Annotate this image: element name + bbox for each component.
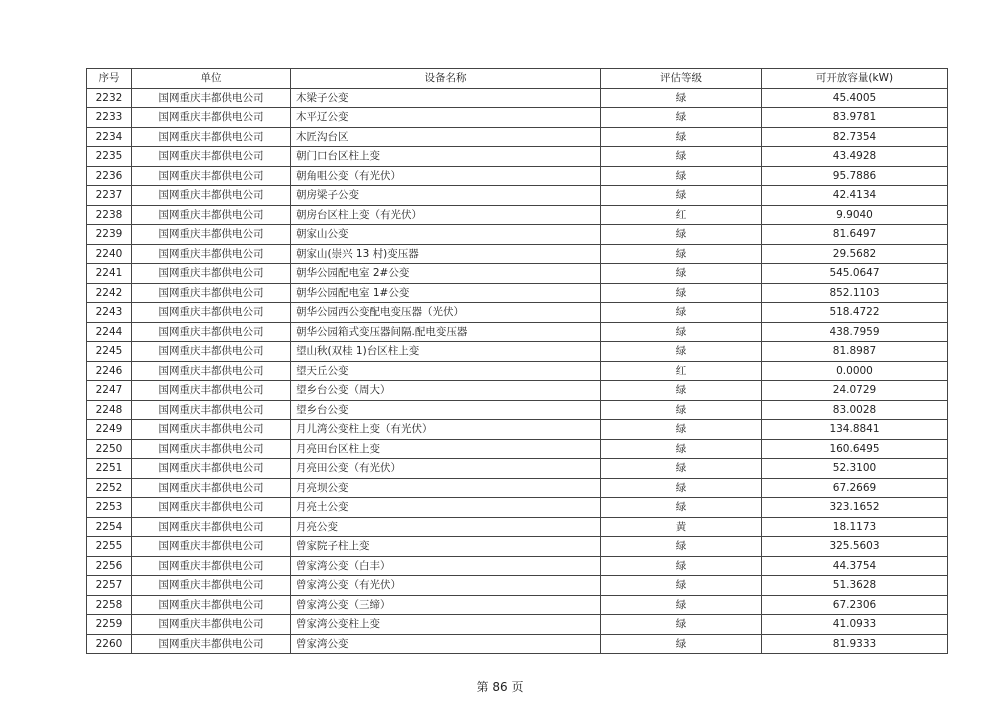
cell-device: 望乡台公变（周大） [291,381,601,401]
cell-grade: 绿 [601,595,762,615]
header-grade: 评估等级 [601,69,762,89]
cell-grade: 绿 [601,283,762,303]
cell-device: 月亮田台区柱上变 [291,439,601,459]
cell-grade: 绿 [601,186,762,206]
header-capacity: 可开放容量(kW) [762,69,948,89]
cell-no: 2247 [87,381,132,401]
cell-capacity: 9.9040 [762,205,948,225]
cell-no: 2254 [87,517,132,537]
cell-device: 朝房台区柱上变（有光伏） [291,205,601,225]
cell-no: 2253 [87,498,132,518]
cell-no: 2255 [87,537,132,557]
cell-device: 曾家湾公变柱上变 [291,615,601,635]
cell-unit: 国网重庆丰都供电公司 [132,361,291,381]
page-number: 第 86 页 [476,680,524,694]
table-row [87,420,948,440]
cell-device: 朝华公园西公变配电变压器（光伏） [291,303,601,323]
table-row [87,361,948,381]
cell-no: 2257 [87,576,132,596]
cell-capacity: 518.4722 [762,303,948,323]
cell-unit: 国网重庆丰都供电公司 [132,498,291,518]
cell-unit: 国网重庆丰都供电公司 [132,127,291,147]
cell-unit: 国网重庆丰都供电公司 [132,264,291,284]
table-row [87,225,948,245]
cell-device: 月亮公变 [291,517,601,537]
cell-capacity: 81.6497 [762,225,948,245]
header-no: 序号 [87,69,132,89]
cell-device: 朝房梁子公变 [291,186,601,206]
cell-device: 朝华公园配电室 1#公变 [291,283,601,303]
cell-grade: 黄 [601,517,762,537]
cell-capacity: 545.0647 [762,264,948,284]
cell-grade: 红 [601,361,762,381]
cell-capacity: 67.2306 [762,595,948,615]
cell-no: 2246 [87,361,132,381]
cell-no: 2242 [87,283,132,303]
table-row [87,439,948,459]
cell-capacity: 51.3628 [762,576,948,596]
cell-unit: 国网重庆丰都供电公司 [132,225,291,245]
cell-capacity: 24.0729 [762,381,948,401]
table-row [87,283,948,303]
cell-unit: 国网重庆丰都供电公司 [132,244,291,264]
cell-grade: 绿 [601,478,762,498]
cell-no: 2251 [87,459,132,479]
cell-device: 朝角咀公变（有光伏） [291,166,601,186]
cell-capacity: 438.7959 [762,322,948,342]
cell-capacity: 82.7354 [762,127,948,147]
cell-no: 2260 [87,634,132,654]
table-row [87,88,948,108]
cell-capacity: 41.0933 [762,615,948,635]
table-row [87,166,948,186]
table-row [87,147,948,167]
cell-grade: 绿 [601,420,762,440]
cell-capacity: 83.0028 [762,400,948,420]
cell-no: 2259 [87,615,132,635]
cell-capacity: 852.1103 [762,283,948,303]
cell-capacity: 42.4134 [762,186,948,206]
cell-no: 2250 [87,439,132,459]
cell-unit: 国网重庆丰都供电公司 [132,537,291,557]
cell-grade: 绿 [601,322,762,342]
table-row [87,517,948,537]
cell-device: 月儿湾公变柱上变（有光伏） [291,420,601,440]
cell-grade: 绿 [601,537,762,557]
cell-no: 2256 [87,556,132,576]
table-row [87,108,948,128]
cell-grade: 绿 [601,634,762,654]
cell-grade: 绿 [601,459,762,479]
cell-unit: 国网重庆丰都供电公司 [132,517,291,537]
table-row [87,556,948,576]
cell-device: 木平辽公变 [291,108,601,128]
cell-no: 2234 [87,127,132,147]
cell-unit: 国网重庆丰都供电公司 [132,576,291,596]
cell-device: 曾家院子柱上变 [291,537,601,557]
cell-capacity: 81.9333 [762,634,948,654]
table-row [87,127,948,147]
cell-device: 望山秋(双桂 1)台区柱上变 [291,342,601,362]
cell-capacity: 323.1652 [762,498,948,518]
table-row [87,576,948,596]
cell-capacity: 134.8841 [762,420,948,440]
cell-grade: 绿 [601,244,762,264]
cell-no: 2245 [87,342,132,362]
table-row [87,205,948,225]
cell-device: 曾家湾公变 [291,634,601,654]
cell-capacity: 29.5682 [762,244,948,264]
cell-unit: 国网重庆丰都供电公司 [132,420,291,440]
cell-grade: 绿 [601,264,762,284]
cell-unit: 国网重庆丰都供电公司 [132,439,291,459]
cell-grade: 绿 [601,108,762,128]
cell-capacity: 0.0000 [762,361,948,381]
cell-capacity: 95.7886 [762,166,948,186]
cell-device: 月亮土公变 [291,498,601,518]
cell-unit: 国网重庆丰都供电公司 [132,634,291,654]
cell-capacity: 18.1173 [762,517,948,537]
cell-device: 木梁子公变 [291,88,601,108]
cell-no: 2238 [87,205,132,225]
cell-grade: 绿 [601,166,762,186]
cell-unit: 国网重庆丰都供电公司 [132,459,291,479]
table-header-row [87,69,948,89]
cell-no: 2243 [87,303,132,323]
header-unit: 单位 [132,69,291,89]
cell-device: 月亮坝公变 [291,478,601,498]
table-row [87,459,948,479]
cell-grade: 绿 [601,439,762,459]
cell-capacity: 44.3754 [762,556,948,576]
cell-grade: 绿 [601,576,762,596]
table-row [87,322,948,342]
cell-capacity: 325.5603 [762,537,948,557]
cell-capacity: 83.9781 [762,108,948,128]
cell-grade: 绿 [601,88,762,108]
cell-grade: 绿 [601,147,762,167]
cell-capacity: 43.4928 [762,147,948,167]
cell-grade: 红 [601,205,762,225]
cell-no: 2249 [87,420,132,440]
cell-unit: 国网重庆丰都供电公司 [132,186,291,206]
table-row [87,634,948,654]
cell-grade: 绿 [601,225,762,245]
cell-capacity: 45.4005 [762,88,948,108]
cell-no: 2244 [87,322,132,342]
cell-unit: 国网重庆丰都供电公司 [132,283,291,303]
cell-unit: 国网重庆丰都供电公司 [132,205,291,225]
cell-unit: 国网重庆丰都供电公司 [132,303,291,323]
header-device: 设备名称 [291,69,601,89]
cell-device: 朝家山公变 [291,225,601,245]
cell-device: 朝家山(崇兴 13 村)变压器 [291,244,601,264]
cell-unit: 国网重庆丰都供电公司 [132,478,291,498]
cell-device: 曾家湾公变（有光伏） [291,576,601,596]
cell-no: 2235 [87,147,132,167]
cell-unit: 国网重庆丰都供电公司 [132,595,291,615]
cell-capacity: 52.3100 [762,459,948,479]
cell-grade: 绿 [601,342,762,362]
cell-unit: 国网重庆丰都供电公司 [132,381,291,401]
table-row [87,615,948,635]
cell-grade: 绿 [601,381,762,401]
cell-unit: 国网重庆丰都供电公司 [132,342,291,362]
cell-no: 2252 [87,478,132,498]
table-row [87,303,948,323]
cell-capacity: 160.6495 [762,439,948,459]
table-row [87,537,948,557]
cell-no: 2236 [87,166,132,186]
cell-no: 2240 [87,244,132,264]
table-row [87,478,948,498]
cell-device: 曾家湾公变（白丰） [291,556,601,576]
capacity-table [86,68,948,654]
cell-no: 2241 [87,264,132,284]
cell-grade: 绿 [601,303,762,323]
cell-unit: 国网重庆丰都供电公司 [132,147,291,167]
table-row [87,342,948,362]
cell-grade: 绿 [601,556,762,576]
cell-device: 月亮田公变（有光伏） [291,459,601,479]
cell-unit: 国网重庆丰都供电公司 [132,166,291,186]
table-row [87,381,948,401]
cell-unit: 国网重庆丰都供电公司 [132,556,291,576]
cell-no: 2237 [87,186,132,206]
cell-device: 朝华公园箱式变压器间隔.配电变压器 [291,322,601,342]
cell-device: 木匠沟台区 [291,127,601,147]
table-row [87,595,948,615]
table-row [87,400,948,420]
cell-unit: 国网重庆丰都供电公司 [132,108,291,128]
cell-no: 2258 [87,595,132,615]
cell-grade: 绿 [601,498,762,518]
cell-unit: 国网重庆丰都供电公司 [132,88,291,108]
cell-grade: 绿 [601,400,762,420]
table-row [87,244,948,264]
cell-capacity: 67.2669 [762,478,948,498]
cell-device: 望天丘公变 [291,361,601,381]
cell-device: 朝门口台区柱上变 [291,147,601,167]
cell-grade: 绿 [601,615,762,635]
cell-no: 2233 [87,108,132,128]
cell-device: 望乡台公变 [291,400,601,420]
cell-no: 2232 [87,88,132,108]
cell-grade: 绿 [601,127,762,147]
cell-device: 朝华公园配电室 2#公变 [291,264,601,284]
cell-device: 曾家湾公变（三缔） [291,595,601,615]
cell-no: 2248 [87,400,132,420]
cell-unit: 国网重庆丰都供电公司 [132,322,291,342]
cell-unit: 国网重庆丰都供电公司 [132,615,291,635]
table-row [87,264,948,284]
cell-unit: 国网重庆丰都供电公司 [132,400,291,420]
cell-no: 2239 [87,225,132,245]
table-row [87,498,948,518]
cell-capacity: 81.8987 [762,342,948,362]
table-row [87,186,948,206]
